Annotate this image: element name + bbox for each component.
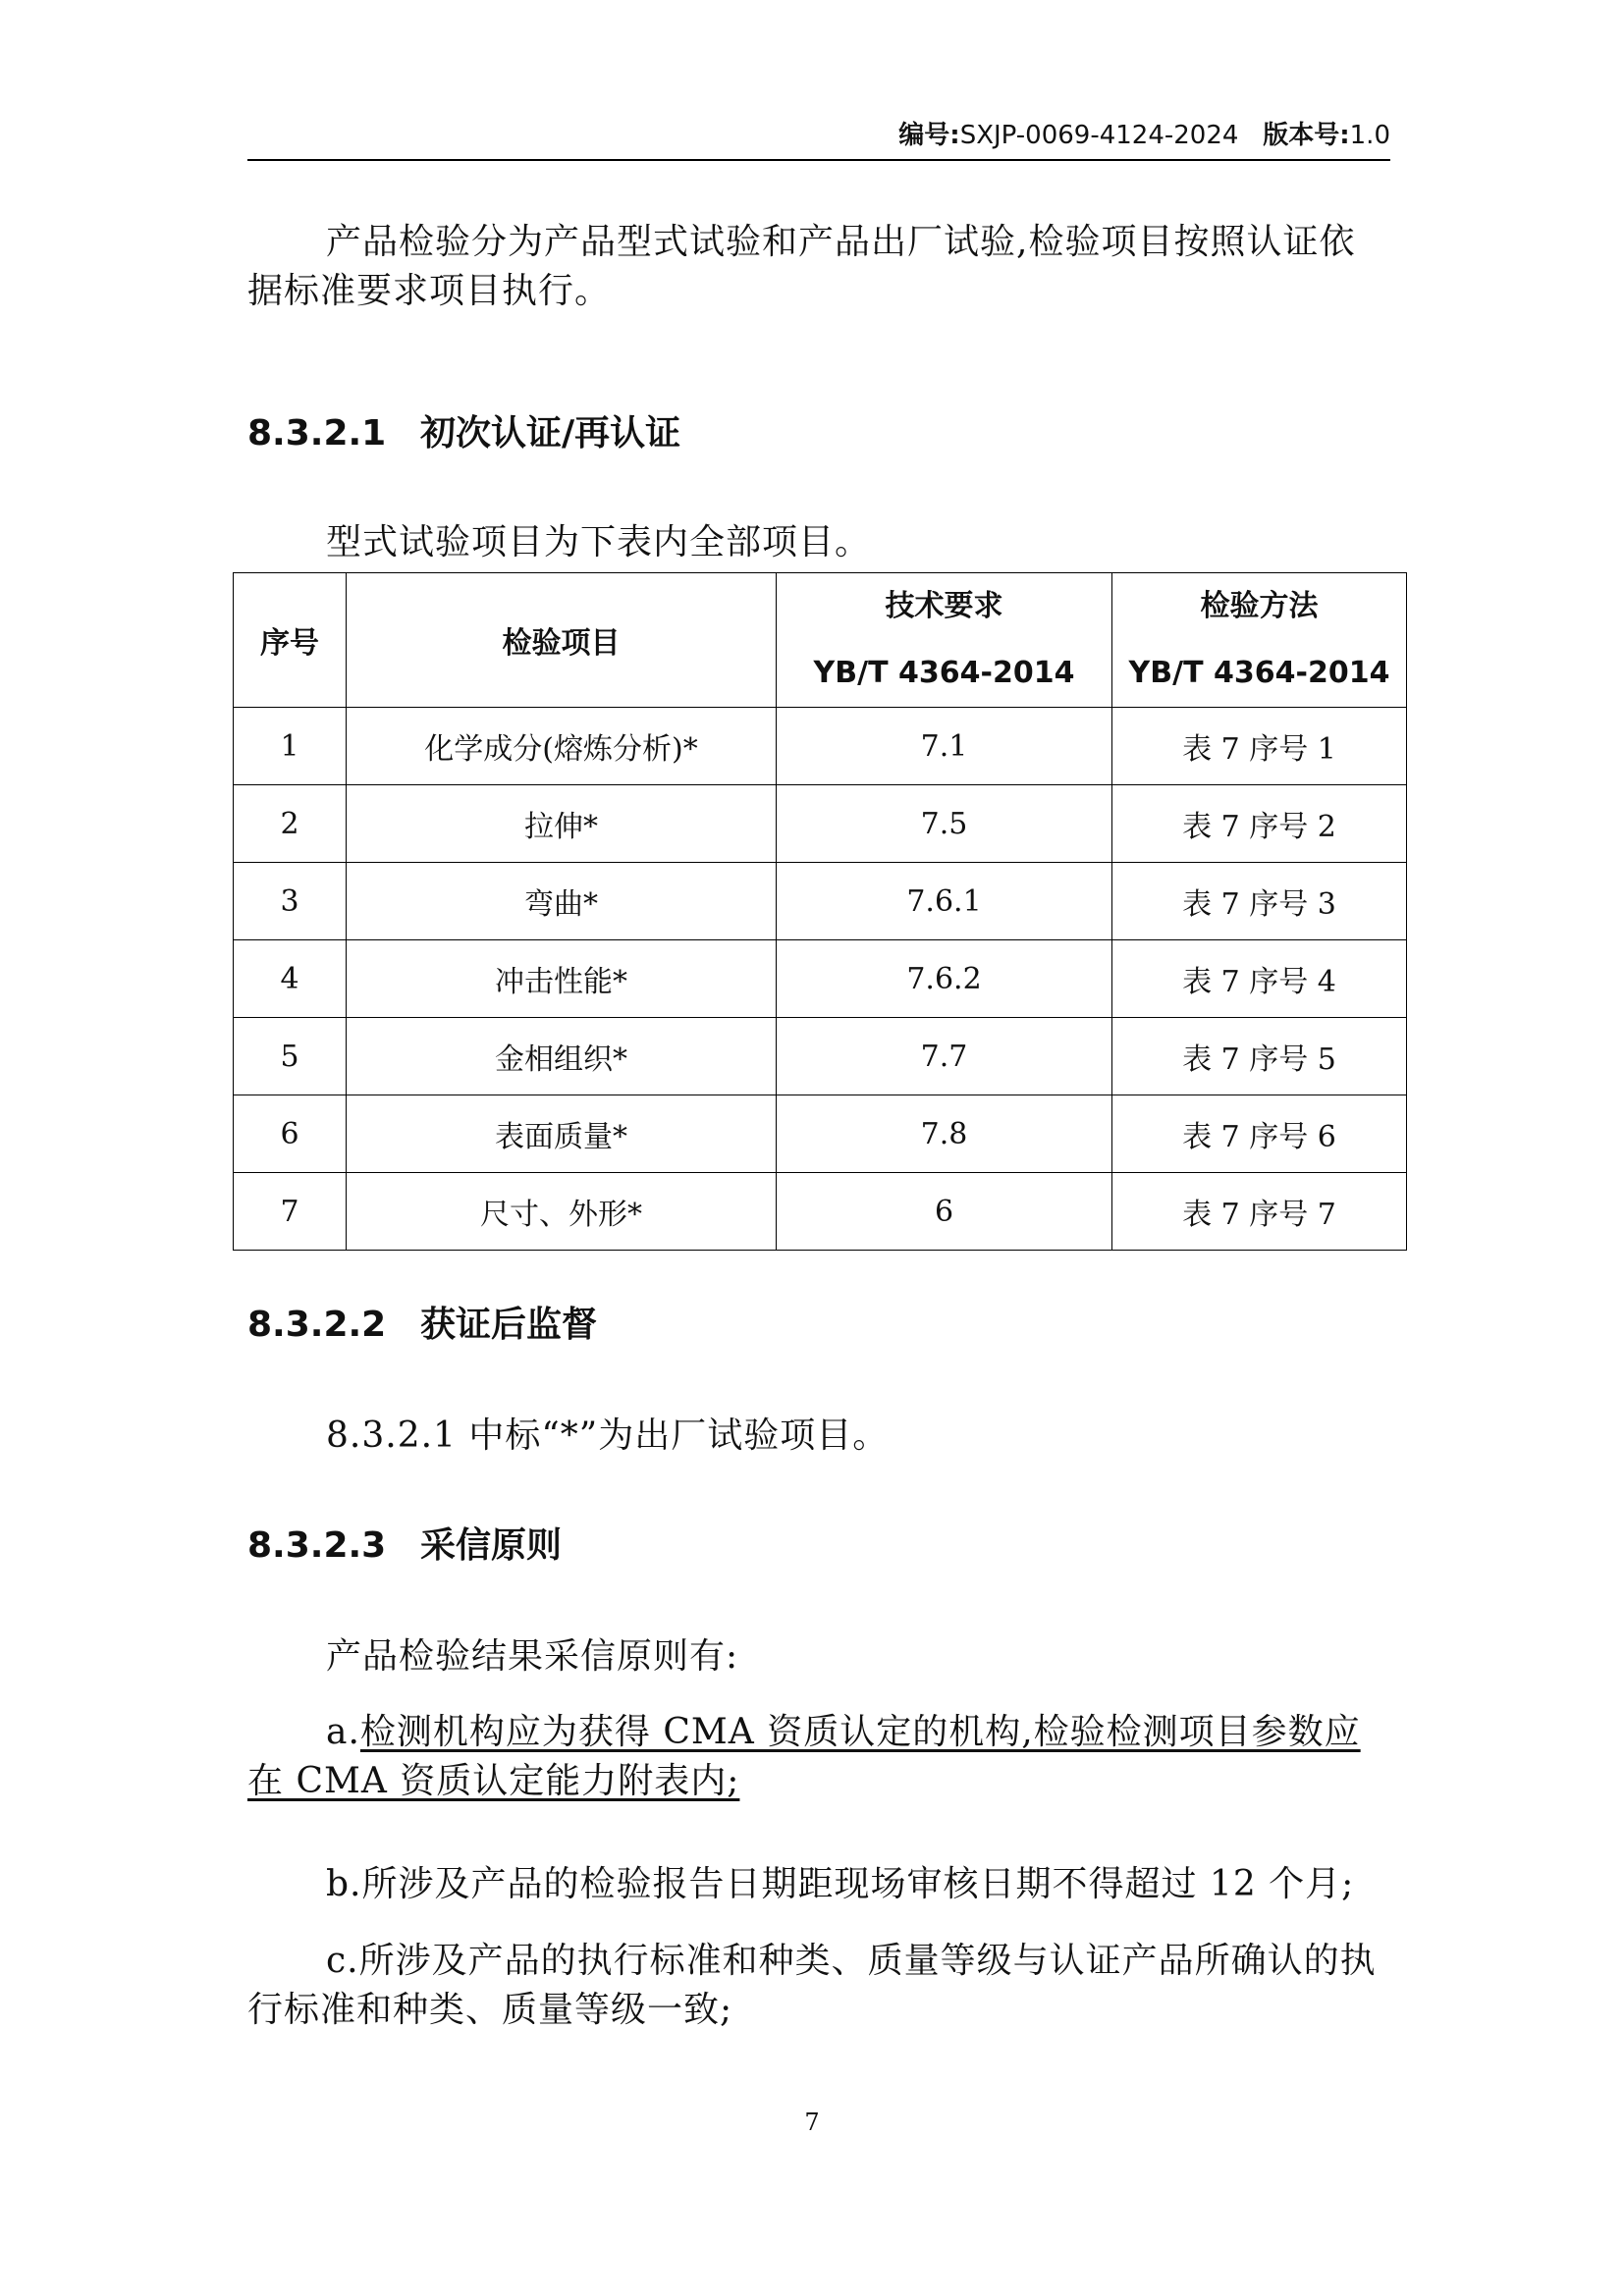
page-number: 7	[804, 2109, 820, 2136]
cell-item: 弯曲*	[347, 863, 777, 940]
cell-method: 表 7 序号 1	[1112, 708, 1407, 785]
page-header	[247, 116, 1390, 161]
table-row	[234, 708, 1407, 785]
acceptance-item-a	[247, 1708, 1390, 1806]
cell-item: 拉伸*	[347, 785, 777, 863]
cell-seq: 4	[234, 940, 347, 1018]
cell-seq: 1	[234, 708, 347, 785]
cell-method: 表 7 序号 5	[1112, 1018, 1407, 1095]
item-a-prefix: a.	[326, 1712, 360, 1752]
surveillance-text: 8.3.2.1 中标“*”为出厂试验项目。	[326, 1415, 890, 1456]
table-row	[234, 940, 1407, 1018]
cell-seq: 2	[234, 785, 347, 863]
header-tech-std: YB/T 4364-2014	[813, 656, 1075, 690]
cell-item: 尺寸、外形*	[347, 1173, 777, 1251]
section-heading-initial-certification	[247, 409, 680, 458]
section-number: 8.3.2.2	[247, 1305, 387, 1345]
intro-paragraph: 产品检验分为产品型式试验和产品出厂试验,检验项目按照认证依据标准要求项目执行。	[247, 222, 1356, 311]
cell-item: 表面质量*	[347, 1095, 777, 1173]
cell-method: 表 7 序号 3	[1112, 863, 1407, 940]
doc-number-label: 编号:	[898, 121, 960, 150]
header-method	[1112, 573, 1407, 708]
acceptance-lead: 产品检验结果采信原则有:	[326, 1636, 739, 1677]
cell-method: 表 7 序号 7	[1112, 1173, 1407, 1251]
section-heading-acceptance	[247, 1522, 562, 1571]
section-heading-surveillance	[247, 1301, 597, 1350]
header-seq: 序号	[234, 573, 347, 708]
header-tech-req	[777, 573, 1112, 708]
version-number: 1.0	[1349, 121, 1390, 150]
cell-req: 7.6.2	[777, 940, 1112, 1018]
doc-number: SXJP-0069-4124-2024	[959, 121, 1239, 150]
header-item: 检验项目	[347, 573, 777, 708]
inspection-items-table	[233, 572, 1407, 1251]
acceptance-item-c: c.所涉及产品的执行标准和种类、质量等级与认证产品所确认的执行标准和种类、质量等级一致;	[247, 1941, 1377, 2030]
section-title: 采信原则	[420, 1525, 563, 1566]
cell-seq: 5	[234, 1018, 347, 1095]
section-title: 初次认证/再认证	[420, 413, 681, 454]
section-number: 8.3.2.1	[247, 413, 387, 454]
cell-seq: 6	[234, 1095, 347, 1173]
header-method-label: 检验方法	[1200, 589, 1319, 623]
cell-req: 7.7	[777, 1018, 1112, 1095]
cell-method: 表 7 序号 2	[1112, 785, 1407, 863]
cell-seq: 7	[234, 1173, 347, 1251]
cell-req: 7.6.1	[777, 863, 1112, 940]
item-a-text: 检测机构应为获得 CMA 资质认定的机构,检验检测项目参数应在 CMA 资质认定能力附表内;	[247, 1712, 1361, 1801]
cell-req: 6	[777, 1173, 1112, 1251]
header-tech-req-label: 技术要求	[885, 589, 1003, 623]
cell-req: 7.8	[777, 1095, 1112, 1173]
cell-item: 冲击性能*	[347, 940, 777, 1018]
table-header-row	[234, 573, 1407, 708]
cell-method: 表 7 序号 6	[1112, 1095, 1407, 1173]
cell-item: 金相组织*	[347, 1018, 777, 1095]
type-test-lead: 型式试验项目为下表内全部项目。	[326, 522, 872, 562]
cell-method: 表 7 序号 4	[1112, 940, 1407, 1018]
version-label: 版本号:	[1263, 121, 1350, 150]
table-row	[234, 863, 1407, 940]
section-title: 获证后监督	[420, 1305, 598, 1345]
table-row	[234, 1018, 1407, 1095]
cell-seq: 3	[234, 863, 347, 940]
acceptance-item-b: b.所涉及产品的检验报告日期距现场审核日期不得超过 12 个月;	[326, 1864, 1355, 1904]
header-method-std: YB/T 4364-2014	[1128, 656, 1390, 690]
cell-req: 7.5	[777, 785, 1112, 863]
cell-req: 7.1	[777, 708, 1112, 785]
cell-item: 化学成分(熔炼分析)*	[347, 708, 777, 785]
table-row	[234, 1173, 1407, 1251]
table-row	[234, 1095, 1407, 1173]
section-number: 8.3.2.3	[247, 1525, 387, 1566]
table-row	[234, 785, 1407, 863]
